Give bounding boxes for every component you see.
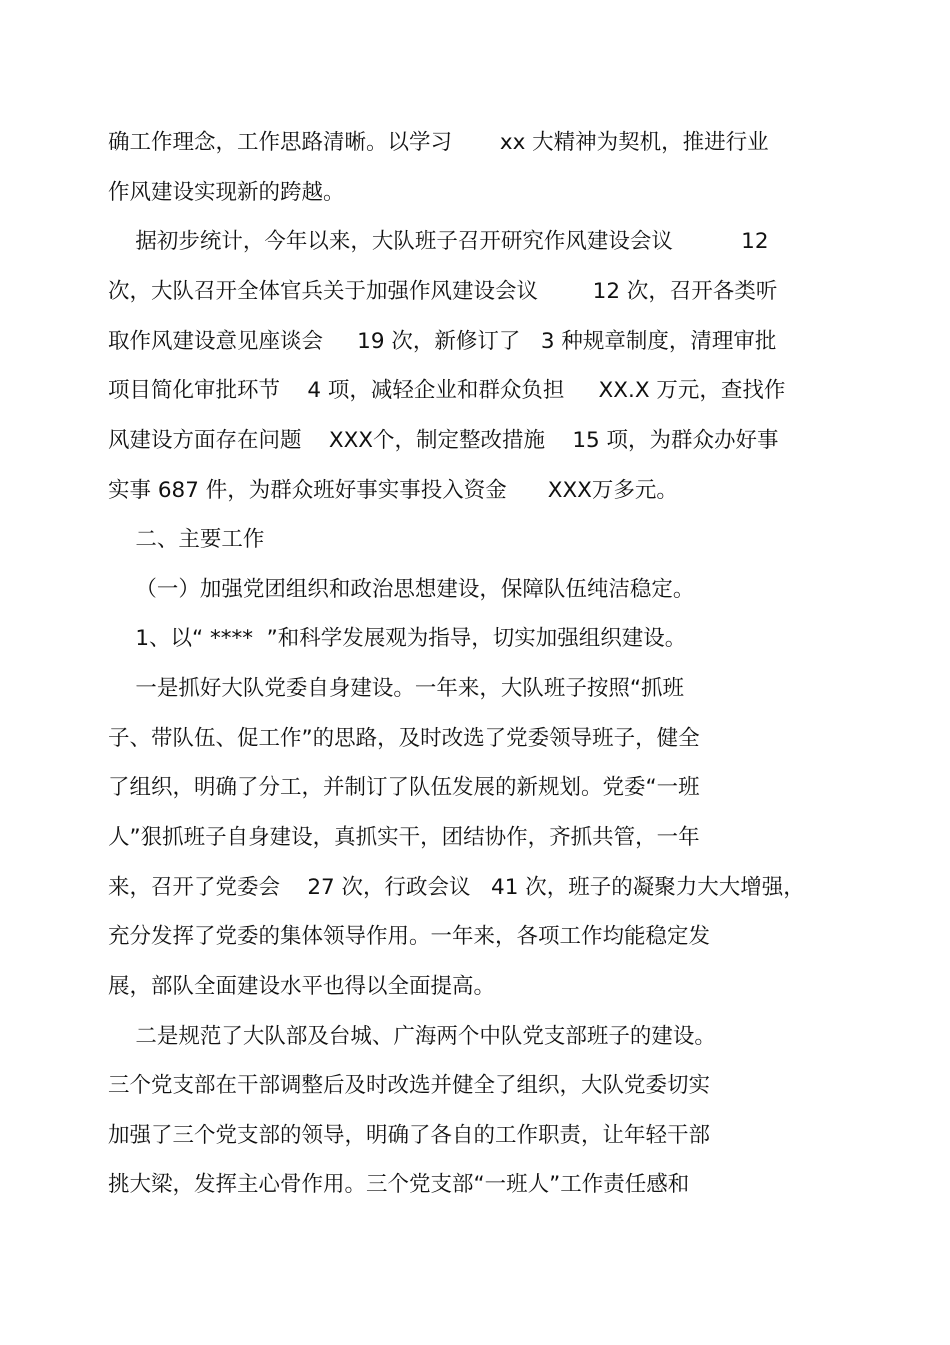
text-line: 展，部队全面建设水平也得以全面提高。 bbox=[108, 974, 496, 999]
text-line: 了组织，明确了分工，并制订了队伍发展的新规划。党委“一班 bbox=[108, 775, 700, 800]
text-line: 实事 687 件，为群众班好事实事投入资金 XXX万多元。 bbox=[108, 478, 678, 503]
subsection-heading: （一）加强党团组织和政治思想建设，保障队伍纯洁稳定。 bbox=[108, 577, 695, 602]
text-line: 充分发挥了党委的集体领导作用。一年来，各项工作均能稳定发 bbox=[108, 924, 711, 949]
text-line: 取作风建设意见座谈会 19 次，新修订了 3 种规章制度，清理审批 bbox=[108, 329, 777, 354]
text-line: 来，召开了党委会 27 次，行政会议 41 次，班子的凝聚力大大增强， bbox=[108, 875, 805, 900]
text-line: 挑大梁，发挥主心骨作用。三个党支部“一班人”工作责任感和 bbox=[108, 1172, 690, 1197]
subsection-heading: 1、以“ **** ”和科学发展观为指导，切实加强组织建设。 bbox=[108, 626, 687, 651]
text-line: 确工作理念，工作思路清晰。以学习 xx 大精神为契机，推进行业 bbox=[108, 130, 769, 155]
text-line: 加强了三个党支部的领导，明确了各自的工作职责，让年轻干部 bbox=[108, 1123, 711, 1148]
text-line: 次，大队召开全体官兵关于加强作风建设会议 12 次，召开各类听 bbox=[108, 279, 778, 304]
text-line: 一是抓好大队党委自身建设。一年来，大队班子按照“抓班 bbox=[108, 676, 684, 701]
text-line: 项目简化审批环节 4 项，减轻企业和群众负担 XX.X 万元，查找作 bbox=[108, 378, 786, 403]
text-line: 二是规范了大队部及台城、广海两个中队党支部班子的建设。 bbox=[108, 1024, 716, 1049]
text-line: 子、带队伍、促工作”的思路，及时改选了党委领导班子，健全 bbox=[108, 726, 700, 751]
section-heading: 二、主要工作 bbox=[108, 527, 265, 552]
text-line: 作风建设实现新的跨越。 bbox=[108, 180, 345, 205]
text-line: 三个党支部在干部调整后及时改选并健全了组织，大队党委切实 bbox=[108, 1073, 711, 1098]
text-line: 人”狠抓班子自身建设，真抓实干，团结协作，齐抓共管，一年 bbox=[108, 825, 700, 850]
text-line: 风建设方面存在问题 XXX个，制定整改措施 15 项，为群众办好事 bbox=[108, 428, 779, 453]
text-line: 据初步统计，今年以来，大队班子召开研究作风建设会议 12 bbox=[108, 229, 769, 254]
